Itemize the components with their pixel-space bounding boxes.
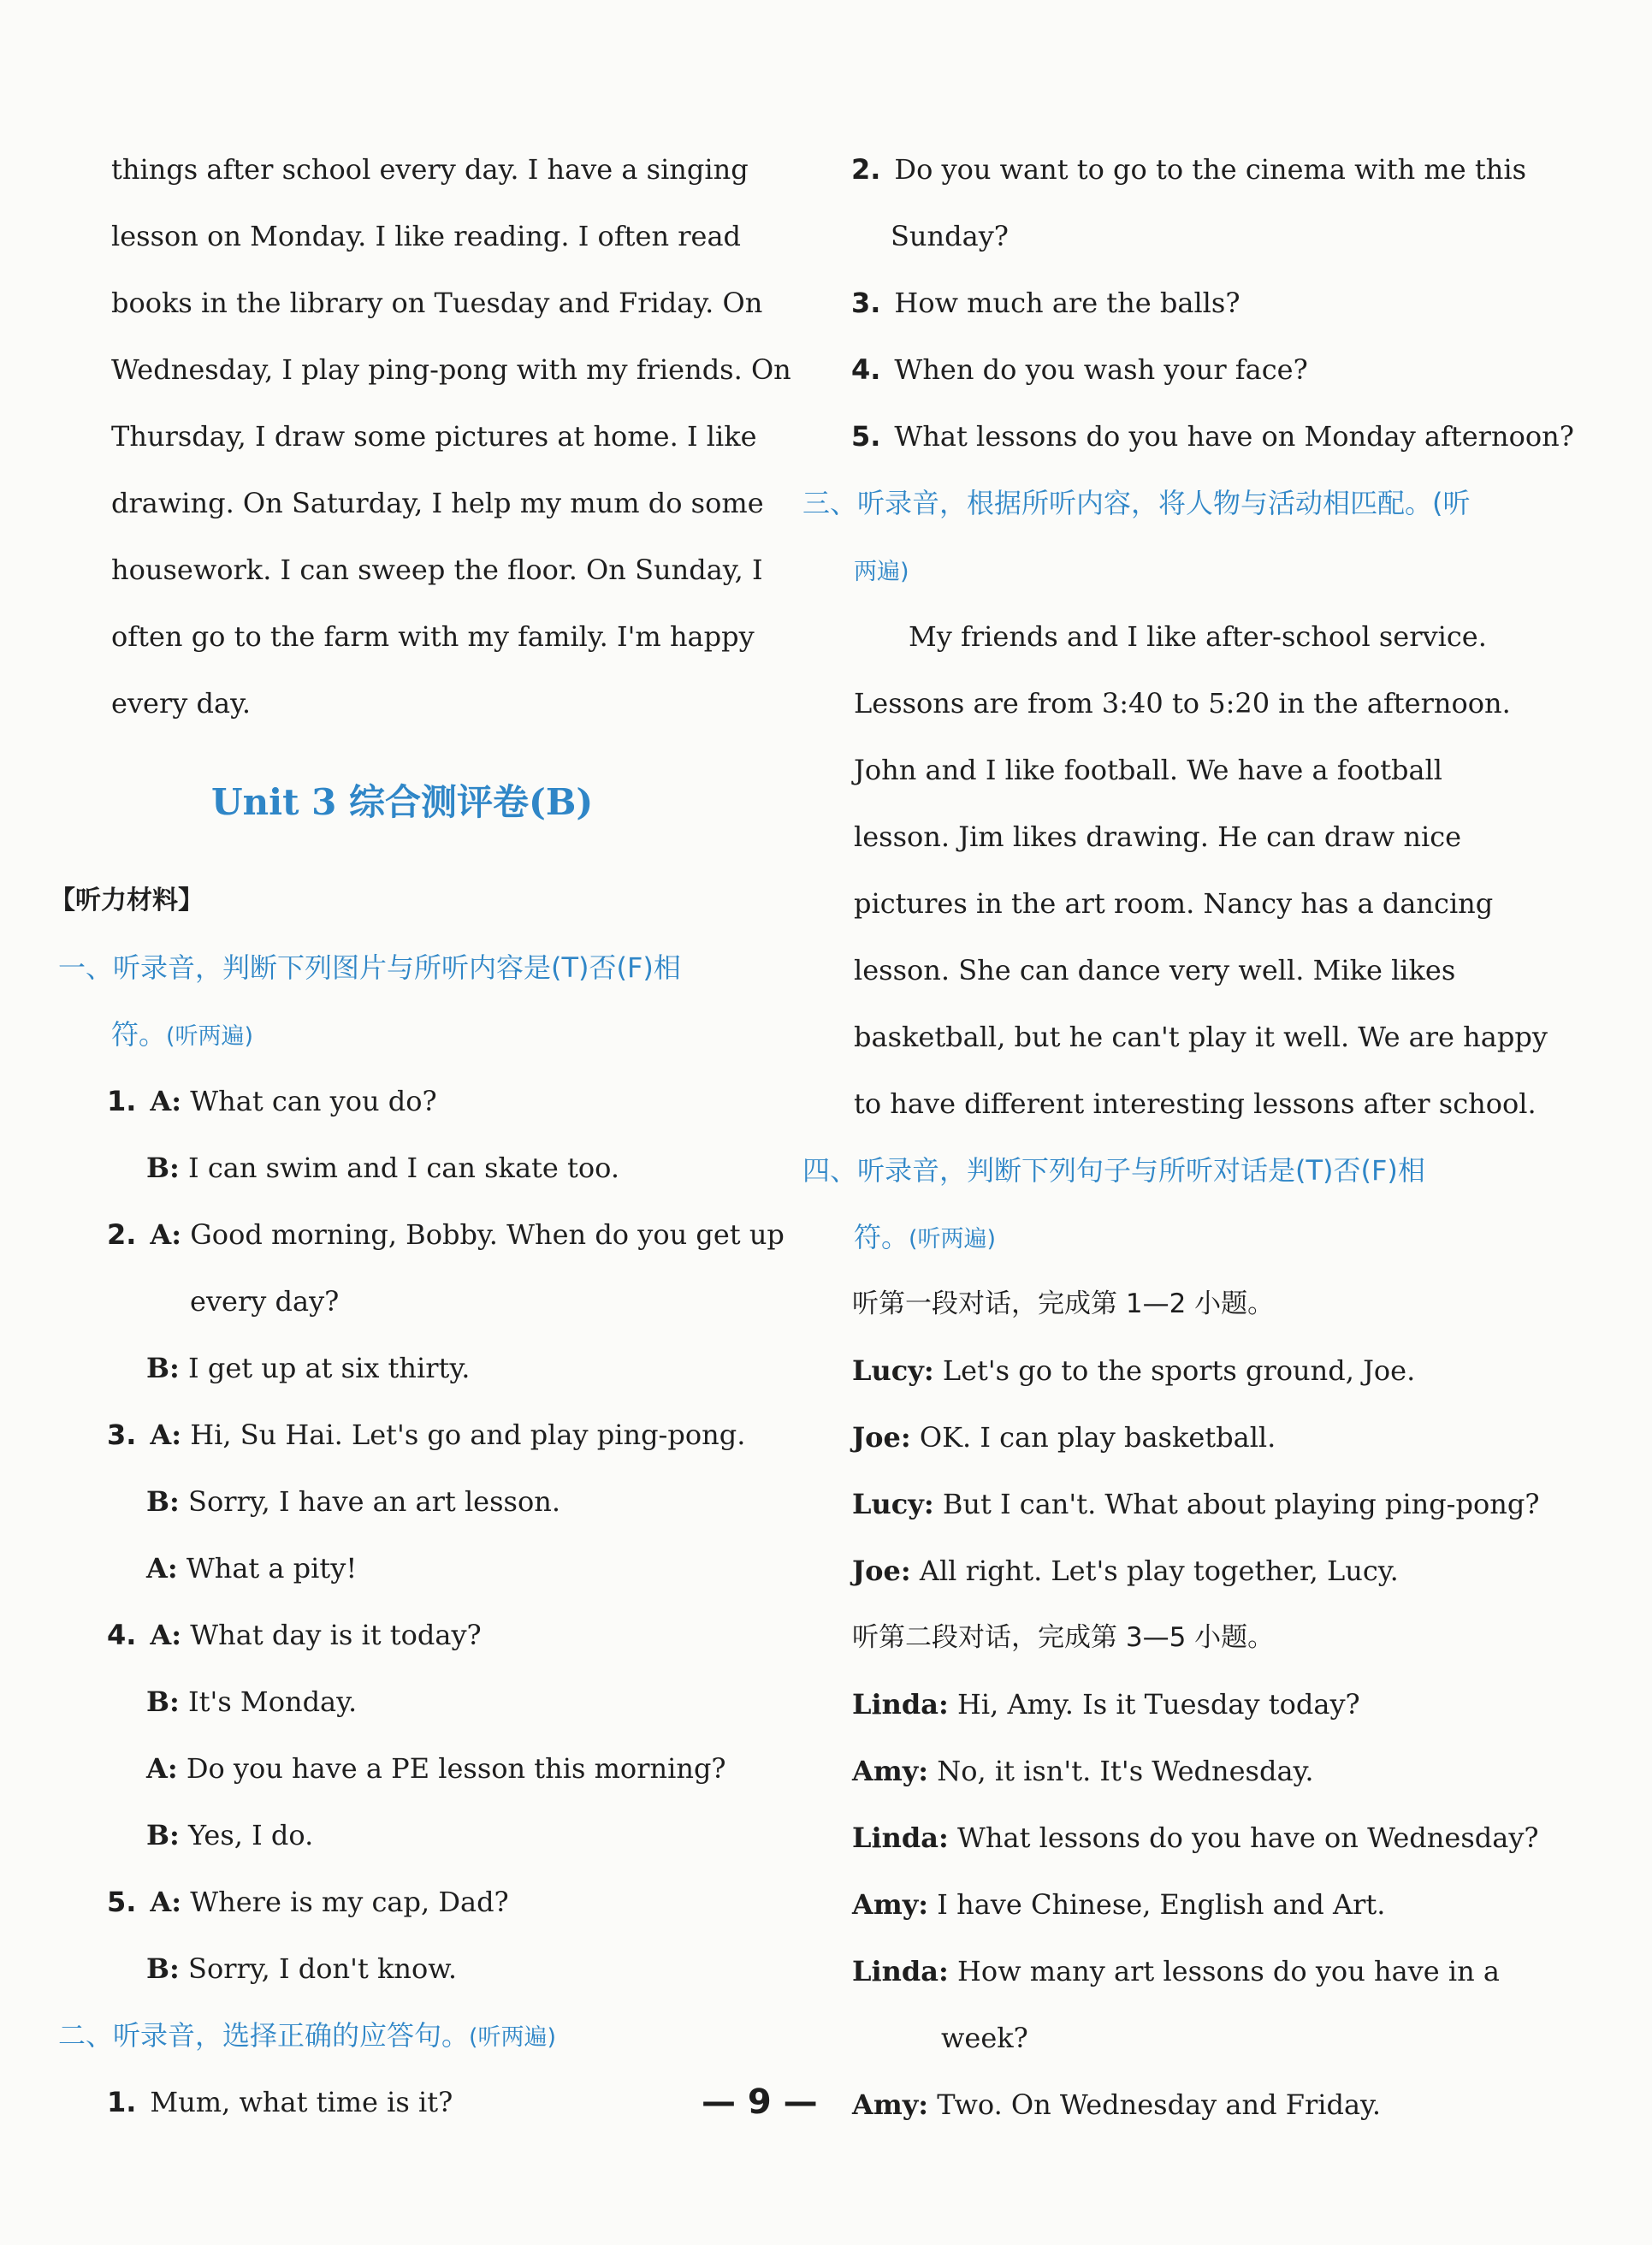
section4-title-cont: 符。(听两遍) <box>854 1221 997 1253</box>
s3-passage-line: basketball, but he can't play it well. We are happy <box>854 1021 1548 1053</box>
passage-line: every day. <box>111 687 252 720</box>
s1-item5-line2: B: Sorry, I don't know. <box>146 1952 458 1985</box>
s1-item5-line1: 5. A: Where is my cap, Dad? <box>107 1886 509 1918</box>
section2-title: 二、听录音，选择正确的应答句。(听两遍) <box>58 2019 557 2052</box>
dialogue1-line: Joe: All right. Let's play together, Lucy. <box>852 1555 1399 1587</box>
section1-note: (听两遍) <box>166 1023 254 1050</box>
s1-item1-line1: 1. A: What can you do? <box>107 1085 437 1117</box>
s1-item2-line1: 2. A: Good morning, Bobby. When do you get up <box>107 1218 785 1251</box>
s2-item4: 4. When do you wash your face? <box>851 353 1308 386</box>
s1-item2-line3: B: I get up at six thirty. <box>146 1352 471 1384</box>
passage-line: things after school every day. I have a singing <box>111 153 749 186</box>
dialogue2-line: Linda: Hi, Amy. Is it Tuesday today? <box>852 1688 1360 1721</box>
passage-line: books in the library on Tuesday and Friday. On <box>111 287 763 319</box>
dialogue2-line: Amy: I have Chinese, English and Art. <box>852 1888 1386 1921</box>
passage-line: housework. I can sweep the floor. On Sunday, I <box>111 554 763 586</box>
unit-title: Unit 3 综合测评卷(B) <box>211 781 594 823</box>
dialogue2-line: Linda: What lessons do you have on Wednesday? <box>852 1821 1539 1854</box>
s3-passage-line: Lessons are from 3:40 to 5:20 in the afternoon. <box>854 687 1511 720</box>
s3-passage-line: My friends and I like after-school service. <box>909 620 1487 653</box>
s2-item5: 5. What lessons do you have on Monday afternoon? <box>851 420 1574 453</box>
material-label: 【听力材料】 <box>50 886 204 915</box>
s2-item3: 3. How much are the balls? <box>851 287 1240 319</box>
s1-item2-line2: every day? <box>190 1285 340 1318</box>
dialogue2-line: Linda: How many art lessons do you have in a <box>852 1955 1500 1987</box>
s2-item2: 2. Do you want to go to the cinema with me this <box>851 153 1526 186</box>
s1-item3-line3: A: What a pity! <box>146 1552 358 1585</box>
s3-passage-line: to have different interesting lessons after school. <box>854 1087 1537 1120</box>
s2-item2-cont: Sunday? <box>891 220 1009 252</box>
s1-item4-line3: A: Do you have a PE lesson this morning? <box>146 1752 726 1785</box>
section3-title-cont: 两遍) <box>854 559 909 585</box>
section4-note: (听两遍) <box>909 1226 997 1253</box>
s3-passage-line: lesson. She can dance very well. Mike likes <box>854 954 1456 986</box>
dialogue1-line: Joe: OK. I can play basketball. <box>852 1421 1276 1454</box>
passage-line: Thursday, I draw some pictures at home. I like <box>111 420 757 453</box>
section3-title: 三、听录音，根据所听内容，将人物与活动相匹配。(听 <box>802 487 1471 519</box>
passage-line: often go to the farm with my family. I'm happy <box>111 620 755 653</box>
section4-title: 四、听录音，判断下列句子与所听对话是(T)否(F)相 <box>802 1154 1425 1187</box>
s1-item4-line4: B: Yes, I do. <box>146 1819 314 1851</box>
section2-note: (听两遍) <box>469 2024 557 2051</box>
passage-line: lesson on Monday. I like reading. I often read <box>111 220 742 252</box>
section1-title-cont: 符。(听两遍) <box>111 1018 254 1051</box>
dialogue2-line: Amy: No, it isn't. It's Wednesday. <box>852 1755 1314 1787</box>
s1-item4-line2: B: It's Monday. <box>146 1685 358 1718</box>
s1-item3-line2: B: Sorry, I have an art lesson. <box>146 1485 560 1518</box>
s1-item4-line1: 4. A: What day is it today? <box>107 1619 482 1651</box>
passage-line: Wednesday, I play ping-pong with my friends. On <box>111 353 791 386</box>
dialogue1-line: Lucy: Let's go to the sports ground, Joe. <box>852 1354 1416 1387</box>
s1-item1-line2: B: I can swim and I can skate too. <box>146 1152 619 1184</box>
dialogue1-line: Lucy: But I can't. What about playing ping-pong? <box>852 1488 1540 1520</box>
s1-item3-line1: 3. A: Hi, Su Hai. Let's go and play ping-pong. <box>107 1419 746 1451</box>
page-number: — 9 — <box>702 2082 818 2122</box>
s3-passage-line: pictures in the art room. Nancy has a dancing <box>854 887 1494 920</box>
s3-passage-line: lesson. Jim likes drawing. He can draw nice <box>854 820 1462 853</box>
s2-item1: 1. Mum, what time is it? <box>107 2086 453 2118</box>
dialogue2-line-cont: week? <box>941 2022 1028 2054</box>
dialogue2-line: Amy: Two. On Wednesday and Friday. <box>852 2088 1382 2121</box>
section1-title: 一、听录音，判断下列图片与所听内容是(T)否(F)相 <box>58 951 681 984</box>
passage-line: drawing. On Saturday, I help my mum do some <box>111 487 764 519</box>
dialogue2-intro: 听第二段对话，完成第 3—5 小题。 <box>852 1622 1275 1653</box>
s3-passage-line: John and I like football. We have a football <box>854 754 1442 786</box>
dialogue1-intro: 听第一段对话，完成第 1—2 小题。 <box>852 1288 1275 1319</box>
